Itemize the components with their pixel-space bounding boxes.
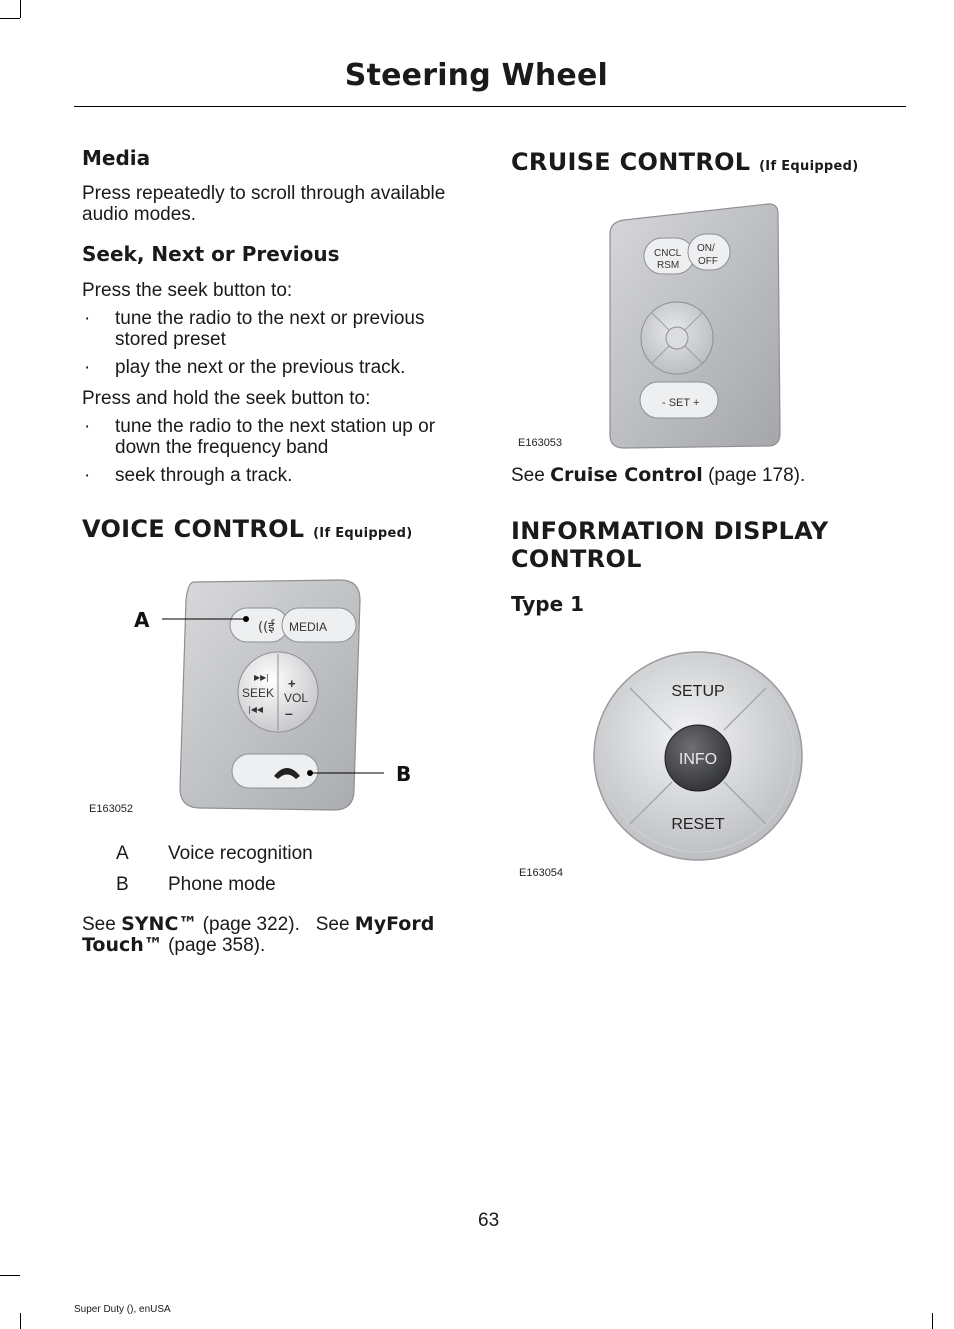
cncl-label: CNCL [654,248,682,259]
seek-prev-icon: |◀◀ [248,705,263,714]
cruise-dpad-center [666,327,688,349]
bullet-dot: · [84,416,91,437]
bullet-dot: · [84,465,91,486]
figure-code: E163053 [518,437,563,449]
media-text: Press repeatedly to scroll through available audio modes. [82,183,446,225]
touch-link[interactable]: Touch™ [82,934,163,956]
phone-button [232,754,318,788]
callout-a: A [134,608,150,632]
bullet-dot: · [84,357,91,378]
seek-next-icon: ▶▶| [254,673,269,682]
rsm-label: RSM [657,260,680,271]
info-display-heading [511,517,828,573]
sync-link[interactable]: SYNC™ [121,913,198,935]
info-heading-line2: CONTROL [511,545,642,573]
page-ref: (page 322). [197,914,300,935]
seek-intro: Press the seek button to: [82,280,293,301]
vol-label: VOL [284,691,309,705]
off-label: OFF [698,256,718,267]
info-label: INFO [678,751,718,768]
setup-label: SETUP [671,683,725,700]
cruise-control-heading [511,148,859,181]
voice-heading-text: VOICE CONTROL [82,515,305,543]
media-heading: Media [82,146,151,170]
callout-a-dot [243,616,249,622]
callout-b-dot [307,770,313,776]
legend-letter: A [116,843,129,864]
crop-mark [932,1313,933,1329]
list-item: tune the radio to the next station up or down the frequency band [115,416,436,458]
cruise-control-link[interactable]: Cruise Control [550,464,703,486]
see-text: See [82,914,122,935]
reset-label: RESET [671,816,725,833]
see-text: See [511,465,551,486]
info-display-figure [588,648,808,868]
cruise-heading-text: CRUISE CONTROL [511,148,751,176]
type1-heading: Type 1 [511,592,585,616]
page-ref: (page 358). [162,935,266,956]
myford-link[interactable]: MyFord [354,913,435,935]
seek-label: SEEK [242,686,275,700]
vol-plus: + [288,676,296,691]
list-item: tune the radio to the next or previous stored preset [115,308,425,350]
voice-qualifier: (If Equipped) [313,526,413,541]
seek-hold-intro: Press and hold the seek button to: [82,388,371,409]
cruise-control-figure [600,198,790,453]
list-item: play the next or the previous track. [115,357,406,378]
cruise-see-also [511,465,805,486]
bullet-dot: · [84,308,91,329]
page-ref: (page 178). [702,465,806,486]
crop-mark [0,18,20,19]
on-label: ON/ [697,243,715,254]
set-label: - SET + [662,397,700,409]
figure-code: E163052 [89,803,134,815]
voice-see-also [82,914,482,956]
voice-control-figure [82,570,422,820]
media-button-label: MEDIA [289,620,328,634]
vol-minus: – [285,705,293,721]
legend-text: Voice recognition [168,843,313,864]
info-heading-line1: INFORMATION DISPLAY [511,517,829,545]
legend-text: Phone mode [168,874,276,895]
crop-mark [0,1275,20,1276]
callout-b: B [396,762,412,786]
figure-code: E163054 [519,867,564,879]
list-item: seek through a track. [115,465,293,486]
cruise-qualifier: (If Equipped) [759,159,859,174]
crop-mark [20,1313,21,1329]
seek-heading: Seek, Next or Previous [82,242,340,266]
voice-control-heading [82,515,413,548]
voice-icon: ((ई [258,620,275,635]
page-title: Steering Wheel [344,58,608,93]
legend-letter: B [116,874,129,895]
see-text: See [315,914,355,935]
doc-info: Super Duty (), enUSA [74,1304,171,1315]
crop-mark [20,0,21,18]
title-rule [74,106,906,107]
page-number: 63 [478,1210,500,1231]
